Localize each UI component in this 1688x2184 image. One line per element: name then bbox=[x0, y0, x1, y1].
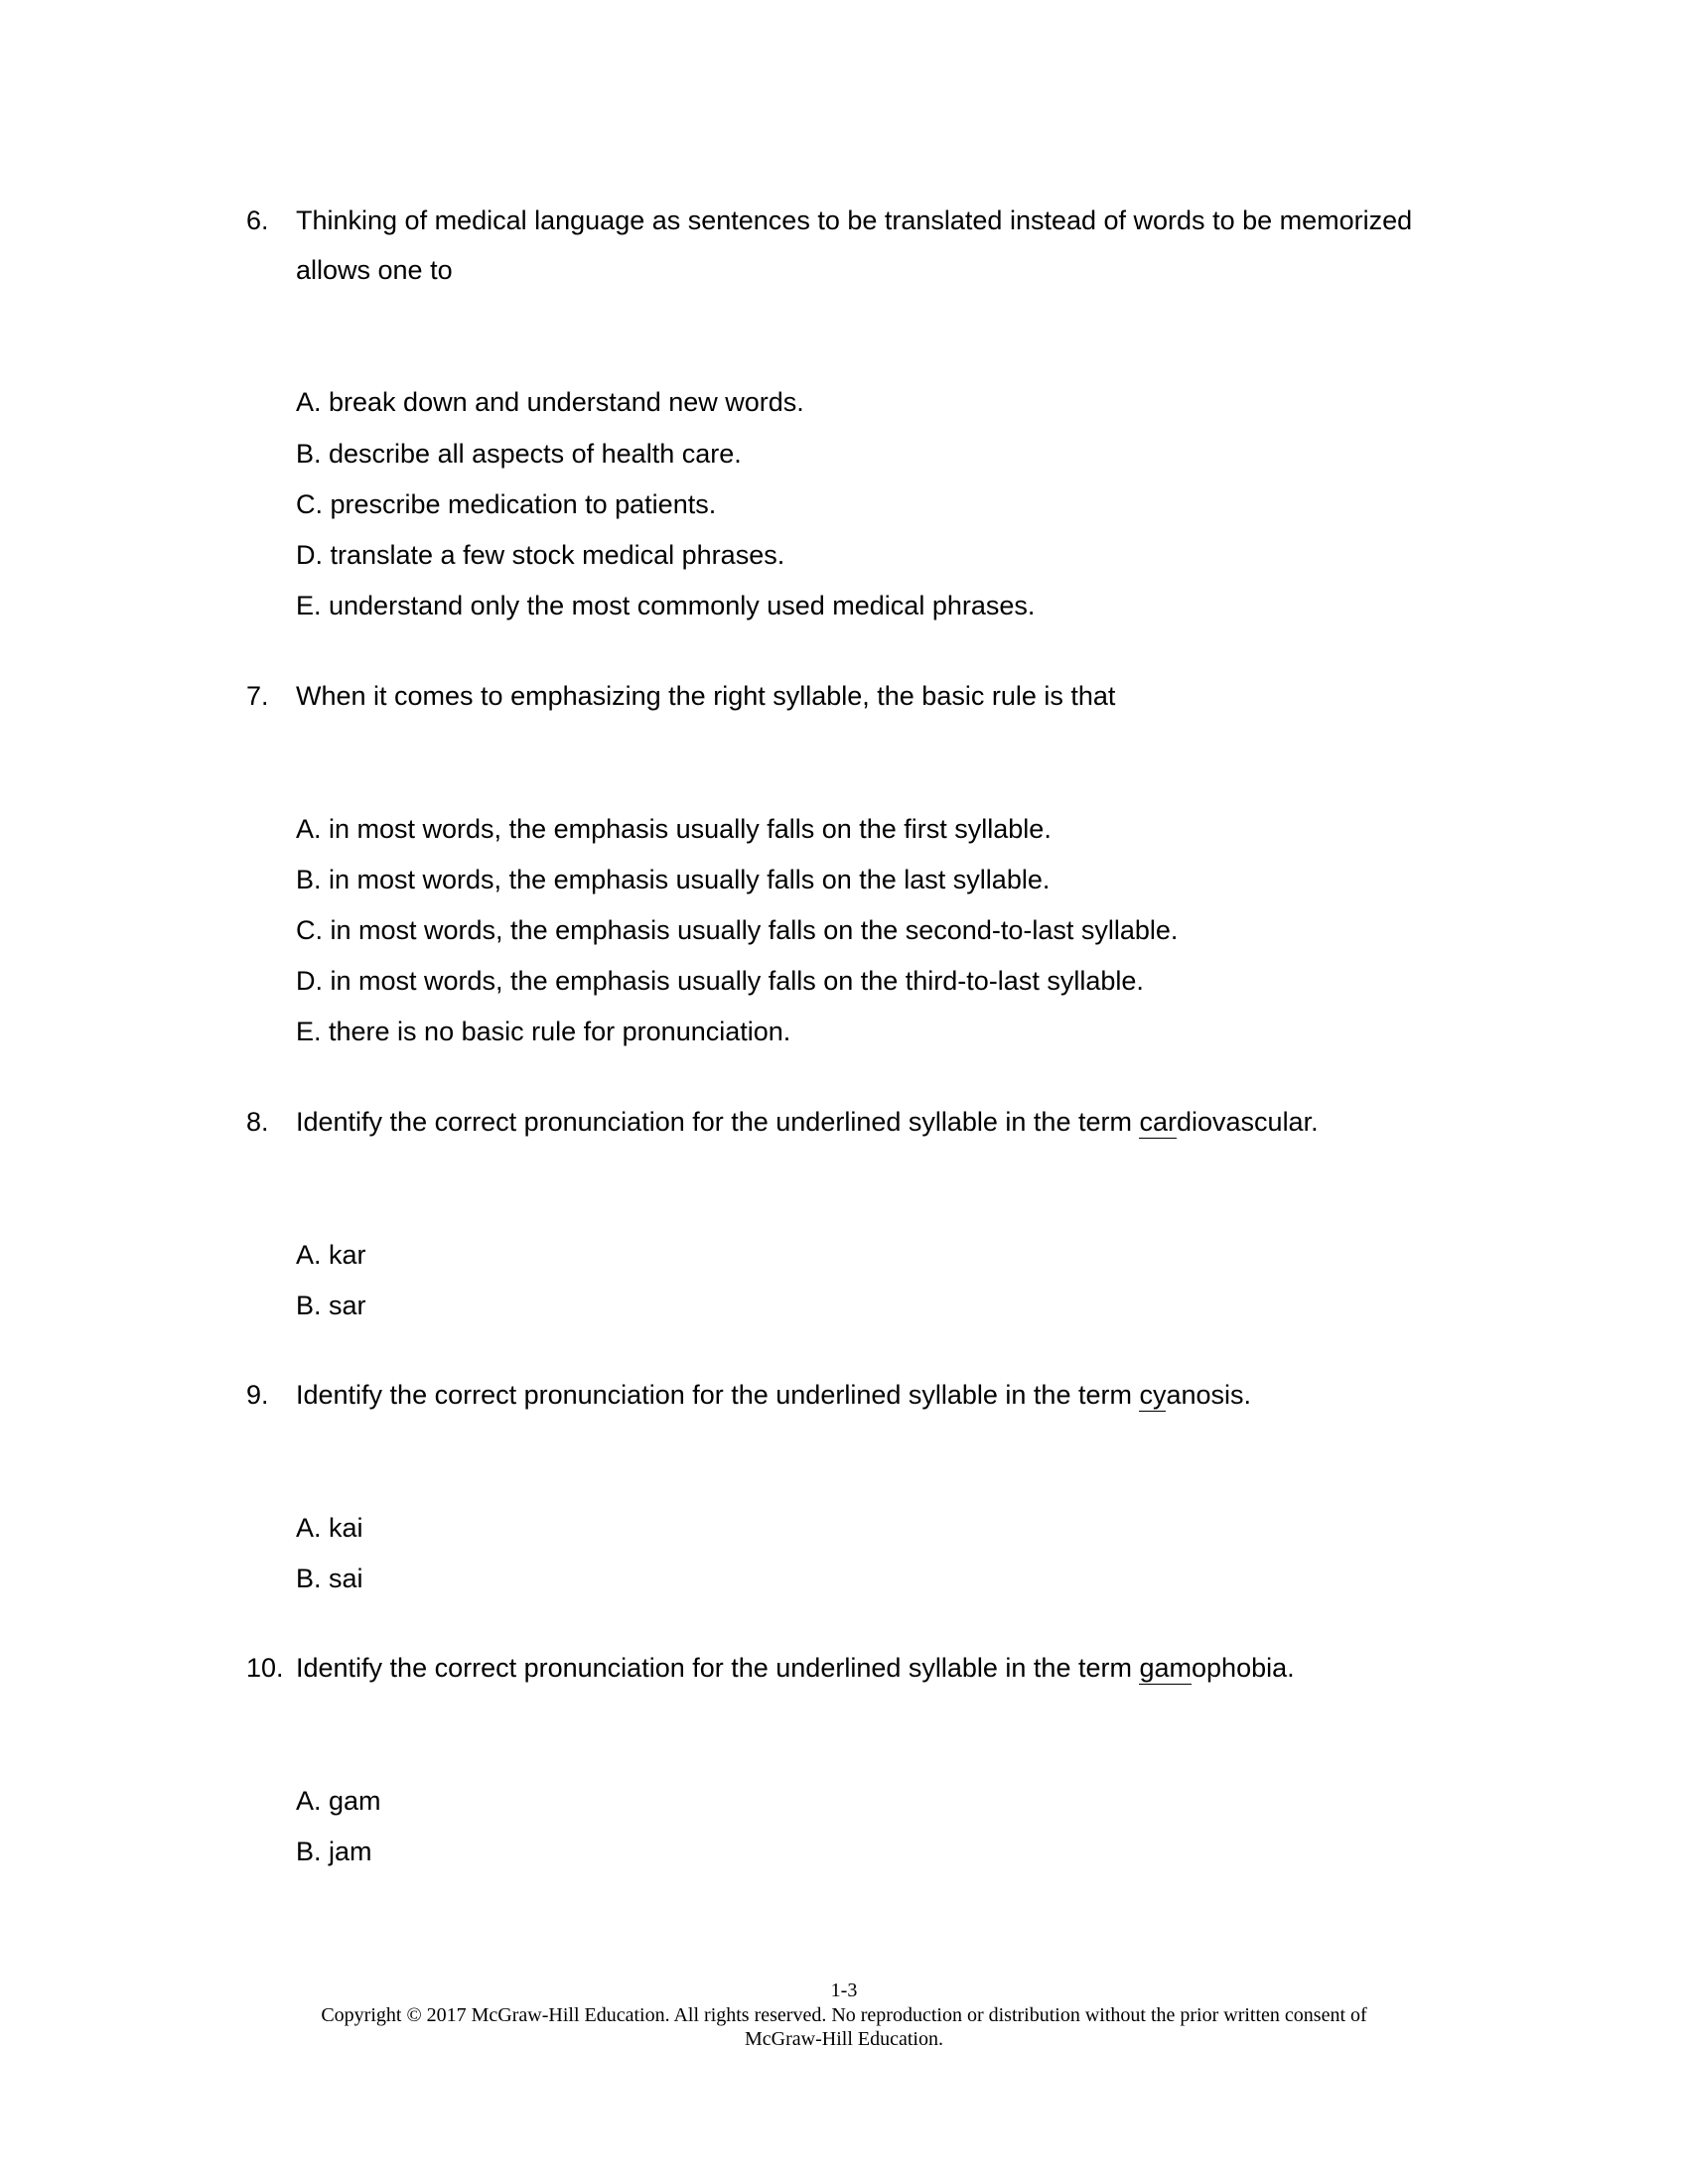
term-remainder: ophobia. bbox=[1192, 1653, 1295, 1683]
option-e: E. there is no basic rule for pronunciation. bbox=[296, 1017, 791, 1046]
term-remainder: diovascular. bbox=[1177, 1107, 1319, 1137]
underlined-syllable: car bbox=[1139, 1107, 1177, 1137]
copyright-line-1: Copyright © 2017 McGraw-Hill Education. All rights reserved. No reproduction or distribution without the prior written consent of bbox=[321, 2004, 1367, 2026]
question-number: 7. bbox=[246, 681, 269, 711]
underlined-syllable: gam bbox=[1139, 1653, 1193, 1683]
option-b: B. sar bbox=[296, 1291, 366, 1320]
option-b: B. in most words, the emphasis usually falls on the last syllable. bbox=[296, 865, 1051, 894]
question-text: Thinking of medical language as sentences to be translated instead of words to be memorized allows one to bbox=[296, 205, 1413, 285]
question-prompt: Identify the correct pronunciation for the underlined syllable in the term bbox=[296, 1653, 1140, 1683]
option-b: B. describe all aspects of health care. bbox=[296, 439, 742, 469]
option-a: A. kar bbox=[296, 1240, 366, 1270]
option-b: B. jam bbox=[296, 1837, 372, 1866]
question-text bbox=[296, 1370, 1468, 1420]
question-prompt: Identify the correct pronunciation for the underlined syllable in the term bbox=[296, 1107, 1140, 1137]
question-number: 10. bbox=[246, 1653, 284, 1683]
option-d: D. in most words, the emphasis usually falls on the third-to-last syllable. bbox=[296, 966, 1144, 996]
option-c: C. in most words, the emphasis usually falls on the second-to-last syllable. bbox=[296, 915, 1179, 945]
option-e: E. understand only the most commonly used medical phrases. bbox=[296, 591, 1036, 620]
option-a: A. gam bbox=[296, 1786, 381, 1816]
question-number: 9. bbox=[246, 1380, 269, 1410]
question-number: 8. bbox=[246, 1107, 269, 1137]
page-number: 1-3 bbox=[830, 1979, 858, 2001]
underlined-syllable: cy bbox=[1139, 1380, 1167, 1410]
term-remainder: anosis. bbox=[1166, 1380, 1252, 1410]
option-b: B. sai bbox=[296, 1564, 363, 1593]
option-c: C. prescribe medication to patients. bbox=[296, 489, 717, 519]
question-text bbox=[296, 1097, 1468, 1147]
question-text bbox=[296, 1643, 1468, 1693]
question-number: 6. bbox=[246, 205, 269, 235]
option-a: A. in most words, the emphasis usually falls on the first syllable. bbox=[296, 814, 1052, 844]
copyright-line-2: McGraw-Hill Education. bbox=[745, 2028, 943, 2050]
question-prompt: Identify the correct pronunciation for the underlined syllable in the term bbox=[296, 1380, 1140, 1410]
option-d: D. translate a few stock medical phrases. bbox=[296, 540, 785, 570]
option-a: A. break down and understand new words. bbox=[296, 387, 804, 417]
option-a: A. kai bbox=[296, 1513, 363, 1543]
question-text: When it comes to emphasizing the right syllable, the basic rule is that bbox=[296, 681, 1116, 711]
